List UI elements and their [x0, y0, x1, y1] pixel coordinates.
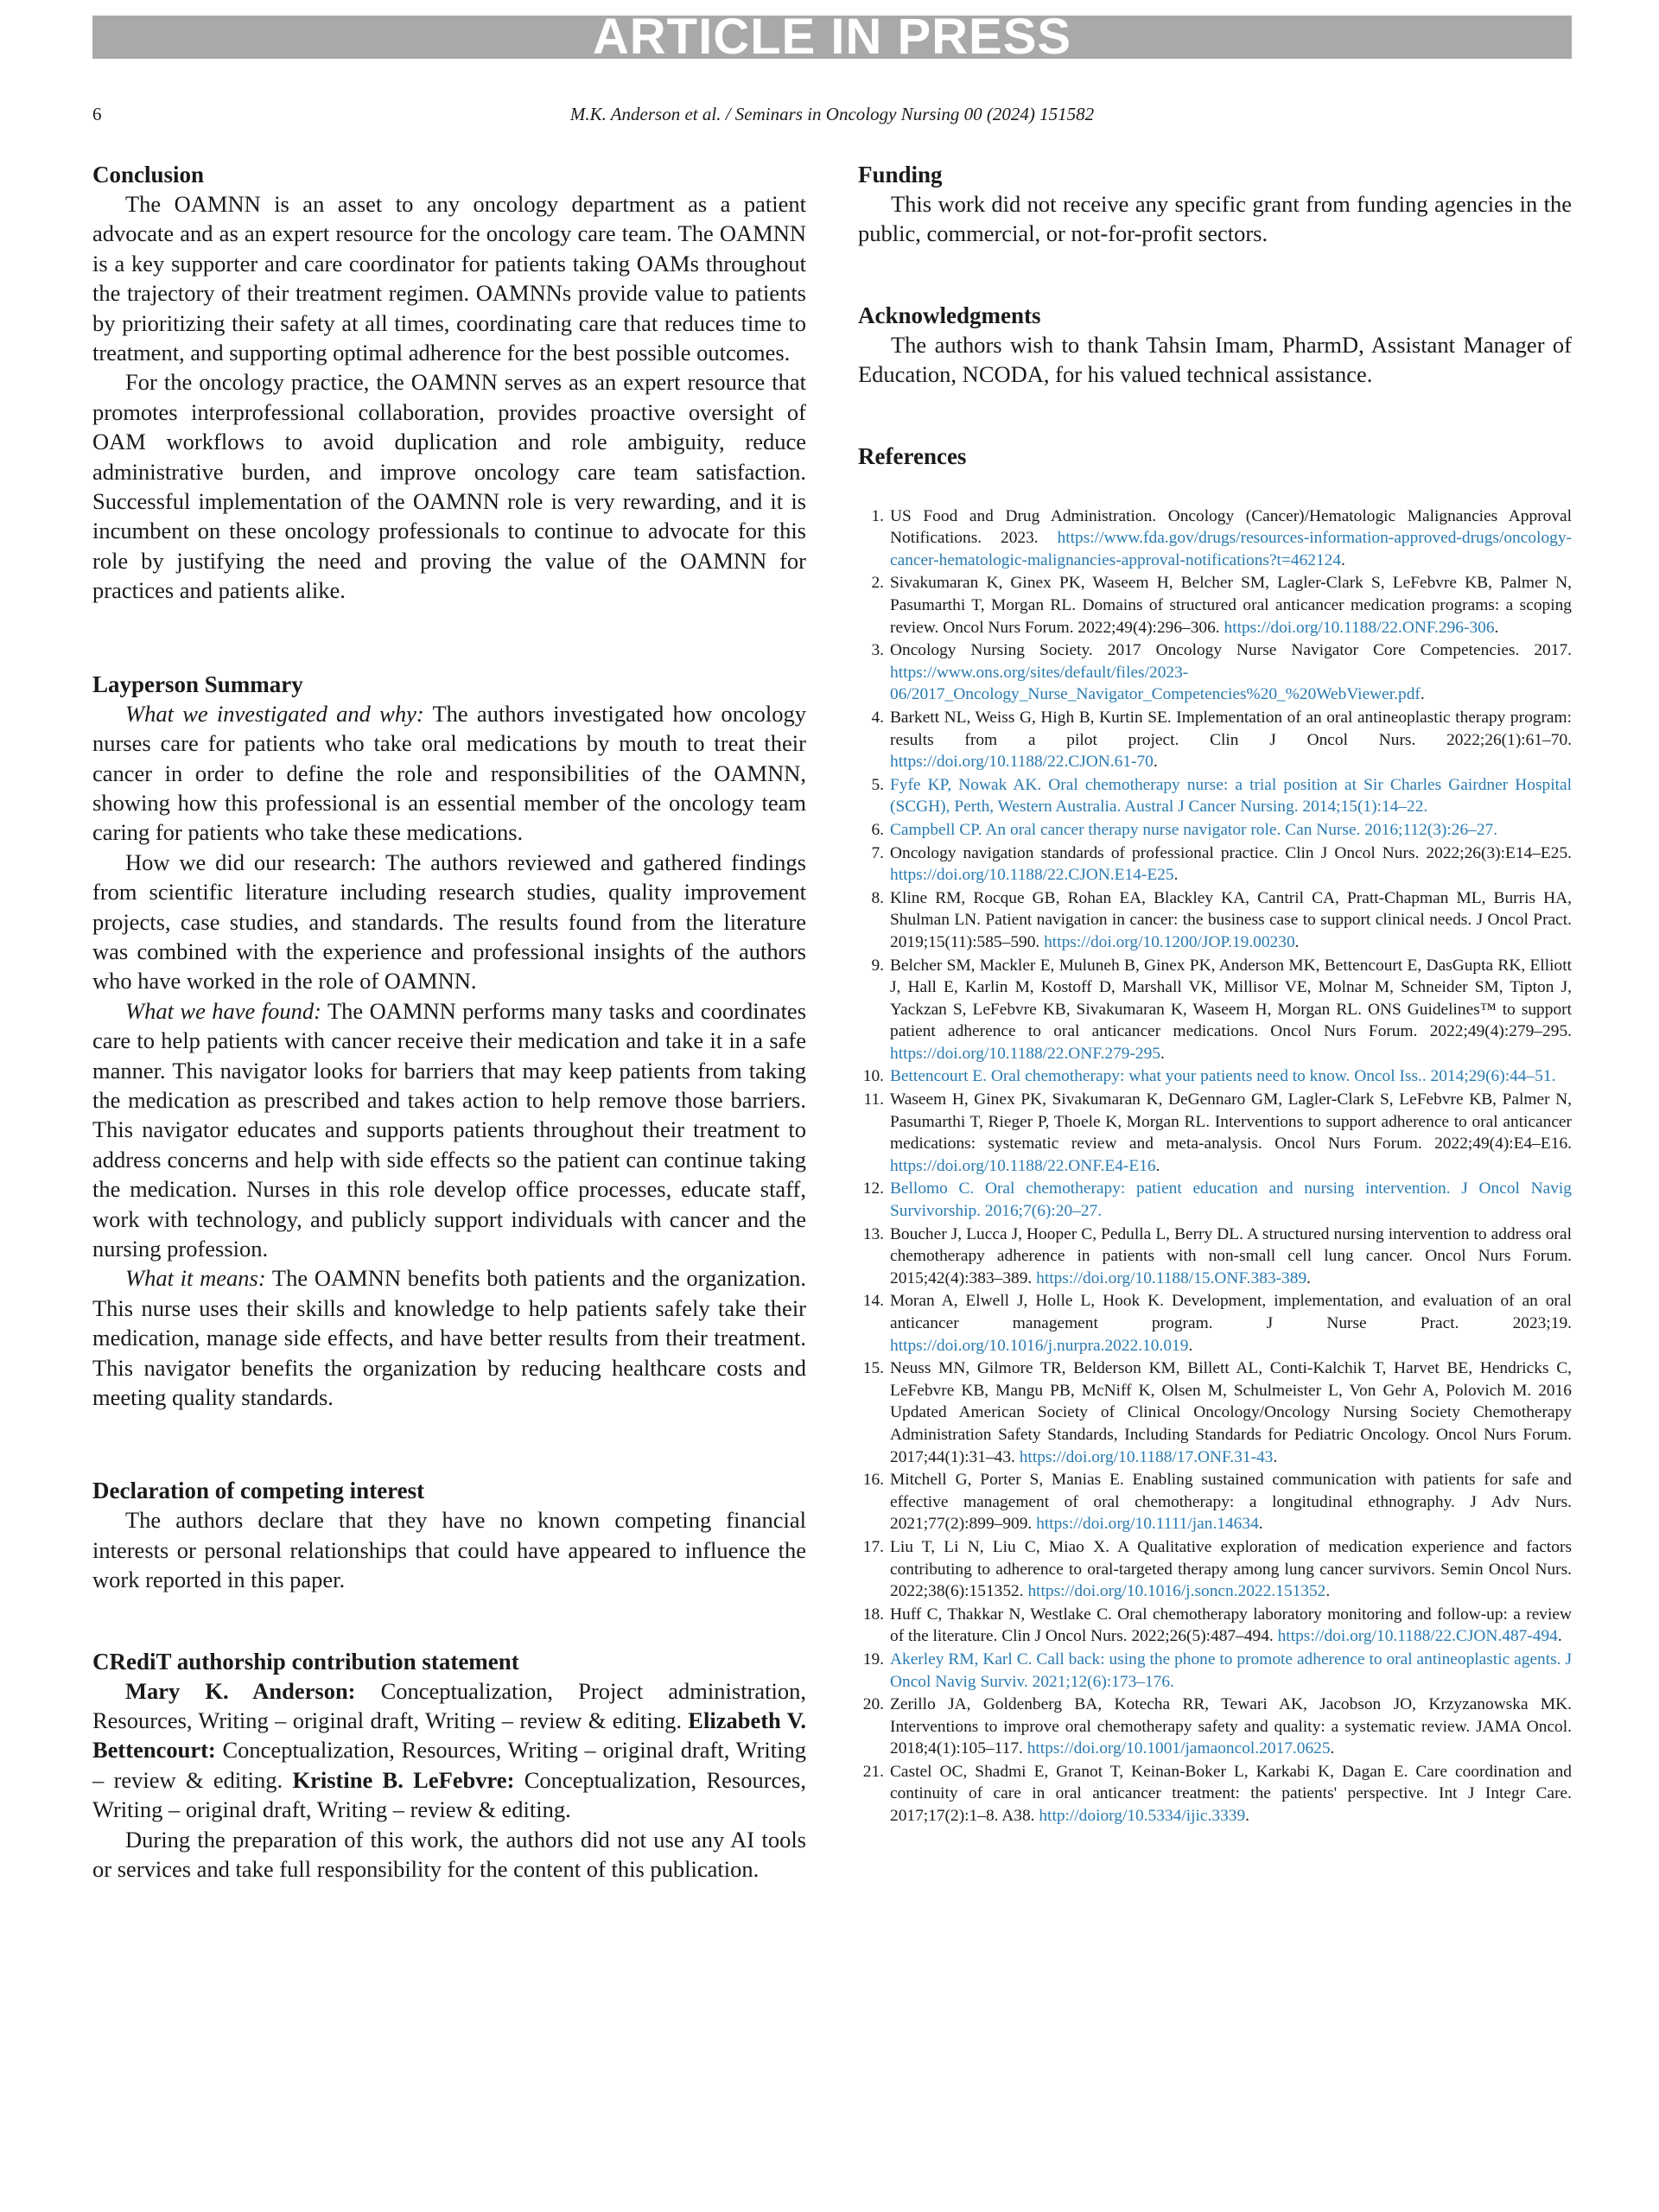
funding-paragraph: This work did not receive any specific grant from funding agencies in the public, commercial, or not-for-profit sectors. — [858, 191, 1572, 247]
reference-item — [858, 1224, 1572, 1290]
author-3-name: Kristine B. LeFebvre: — [292, 1766, 515, 1793]
reference-link[interactable]: Akerley RM, Karl C. Call back: using the phone to promote adherence to oral antineoplastic agents. J Oncol Navig Surviv. 2021;12(6):173–176. — [890, 1649, 1572, 1691]
reference-item — [858, 1178, 1572, 1222]
reference-text: Castel OC, Shadmi E, Granot T, Keinan-Boker L, Karkabi K, Dagan E. Care coordination and continuity of care in oral anticancer treatment: the patients' perspective. Int J Integr Care. 2017;17(2):1–8. A38. — [890, 1762, 1572, 1826]
reference-link[interactable]: https://doi.org/10.1200/JOP.19.00230 — [1044, 932, 1295, 951]
reference-text: Liu T, Li N, Liu C, Miao X. A Qualitative exploration of medication experience and factors contributing to adherence to oral-targeted therapy among lung cancer survivors. Semin Oncol Nurs. 2022;38(6):151352. — [890, 1537, 1572, 1601]
reference-link[interactable]: https://www.ons.org/sites/default/files/2023-06/2017_Oncology_Nurse_Navigator_Competencies%20_%20WebViewer.pdf — [890, 663, 1421, 704]
reference-text: Oncology Nursing Society. 2017 Oncology Nurse Navigator Core Competencies. 2017. — [890, 641, 1572, 660]
reference-item — [858, 707, 1572, 773]
reference-end: . — [1494, 618, 1499, 637]
reference-item — [858, 1649, 1572, 1693]
reference-text: Sivakumaran K, Ginex PK, Waseem H, Belcher SM, Lagler-Clark S, LeFebvre KB, Palmer N, Pasumarthi T, Morgan RL. Domains of structured oral anticancer medication programs: a scoping review. Oncol Nurs Forum. 2022;49(4):296–306. — [890, 574, 1572, 637]
left-column — [92, 160, 806, 1885]
reference-number: 9. — [871, 956, 884, 975]
reference-item — [858, 1604, 1572, 1648]
reference-end: . — [1273, 1447, 1278, 1466]
reference-number: 10. — [862, 1067, 884, 1086]
reference-text: US Food and Drug Administration. Oncology (Cancer)/Hematologic Malignancies Approval Notifications. 2023. — [890, 506, 1572, 548]
reference-end: . — [1245, 1807, 1250, 1826]
reference-end: . — [1160, 1044, 1165, 1063]
reference-text: Huff C, Thakkar N, Westlake C. Oral chemotherapy laboratory monitoring and follow-up: a review of the literature. Clin J Oncol Nurs. 2022;26(5):487–494. — [890, 1605, 1572, 1646]
reference-item — [858, 887, 1572, 954]
reference-item — [858, 774, 1572, 818]
reference-link[interactable]: Fyfe KP, Nowak AK. Oral chemotherapy nurse: a trial position at Sir Charles Gairdner Hospital (SCGH), Perth, Western Australia. Austral J Cancer Nursing. 2014;15(1):14–22. — [890, 775, 1572, 817]
reference-item — [858, 1694, 1572, 1760]
reference-link[interactable]: https://doi.org/10.1188/22.ONF.E4-E16 — [890, 1156, 1156, 1175]
reference-item — [858, 1290, 1572, 1357]
author-1-roles: Conceptualization, Project administration, Resources, Writing – original draft, Writing – review & editing. — [92, 1677, 807, 1734]
reference-list — [858, 505, 1572, 1827]
reference-text: Moran A, Elwell J, Holle L, Hook K. Development, implementation, and evaluation of an oral anticancer management program. J Nurse Pract. 2023;19. — [890, 1292, 1572, 1332]
reference-link[interactable]: https://doi.org/10.1188/15.ONF.383-389 — [1036, 1268, 1307, 1287]
reference-link[interactable]: https://doi.org/10.1001/jamaoncol.2017.0625 — [1027, 1739, 1331, 1758]
reference-link[interactable]: http://doiorg/10.5334/ijic.3339 — [1039, 1807, 1246, 1826]
reference-item — [858, 1357, 1572, 1468]
layperson-label-1: What we investigated and why: — [125, 700, 424, 727]
layperson-label-3: What we have found: — [125, 997, 321, 1024]
reference-number: 6. — [871, 820, 884, 839]
reference-item — [858, 1089, 1572, 1177]
reference-link[interactable]: Bettencourt E. Oral chemotherapy: what your patients need to know. Oncol Iss.. 2014;29(6):44–51. — [890, 1067, 1556, 1086]
layperson-text-4: The OAMNN benefits both patients and the organization. This nurse uses their skills and knowledge to help patients safely take their medication, manage side effects, and have better results from their treatment. This navigator benefits the organization by reducing healthcare costs and meeting quality standards. — [92, 1265, 806, 1411]
competing-interest-paragraph: The authors declare that they have no known competing financial interests or personal relationships that could have appeared to influence the work reported in this paper. — [92, 1507, 806, 1593]
reference-end: . — [1258, 1515, 1263, 1534]
conclusion-paragraph-1: The OAMNN is an asset to any oncology department as a patient advocate and as an expert resource for the oncology care team. The OAMNN is a key supporter and care coordinator for patients taking OAMs throughout the trajectory of their treatment regimen. OAMNNs provide value to patients by prioritizing their safety at all times, coordinating care that reduces time to treatment, and supporting optimal adherence for the best possible outcomes. — [92, 191, 806, 366]
reference-number: 8. — [871, 888, 884, 907]
acknowledgments-heading: Acknowledgments — [858, 302, 1041, 328]
reference-number: 5. — [871, 775, 884, 794]
reference-number: 20. — [862, 1695, 884, 1714]
reference-item — [858, 842, 1572, 887]
reference-text: Mitchell G, Porter S, Manias E. Enabling sustained communication with patients for safe and effective management of oral chemotherapy: a longitudinal ethnography. J Adv Nurs. 2021;77(2):899–909. — [890, 1471, 1572, 1534]
reference-link[interactable]: https://www.fda.gov/drugs/resources-information-approved-drugs/oncology-cancer-hematologic-malignancies-approval-notifications?t=462124 — [890, 529, 1572, 569]
reference-number: 16. — [862, 1471, 884, 1490]
reference-number: 2. — [871, 574, 884, 593]
reference-text: Belcher SM, Mackler E, Muluneh B, Ginex PK, Anderson MK, Bettencourt E, DasGupta RK, Elliott J, Hall E, Karlin M, Kostoff D, Marshall VK, Millisor VE, Molnar M, Schneider SM, Tipton J, Yackzan S, LeFebvre KB, Sivakumaran K, Waseem H, Morgan RL. ONS Guidelines™ to support patient adherence to oral anticancer medications. Oncol Nurs Forum. 2022;49(4):279–295. — [890, 956, 1572, 1041]
reference-number: 3. — [871, 641, 884, 660]
reference-end: . — [1325, 1582, 1331, 1601]
author-2-roles: Conceptualization, Resources, Writing – original draft, Writing – review & editing. — [92, 1737, 806, 1793]
reference-end: . — [1557, 1627, 1562, 1646]
funding-heading: Funding — [858, 162, 943, 188]
reference-item — [858, 639, 1572, 706]
reference-number: 19. — [862, 1649, 884, 1669]
reference-number: 15. — [862, 1359, 884, 1378]
reference-link[interactable]: https://doi.org/10.1016/j.soncn.2022.151352 — [1027, 1582, 1326, 1601]
layperson-paragraph-2: How we did our research: The authors reviewed and gathered findings from scientific literature including research studies, quality improvement projects, case studies, and standards. The results found from the literature was combined with the experience and professional insights of the authors who have worked in the role of OAMNN. — [92, 849, 806, 995]
reference-text: Waseem H, Ginex PK, Sivakumaran K, DeGennaro GM, Lagler-Clark S, LeFebvre KB, Palmer N, Pasumarthi T, Rieger P, Thoele K, Morgan RL. Interventions to support adherence to oral anticancer medications: systematic review and meta-analysis. Oncol Nurs Forum. 2022;49(4):E4–E16. — [890, 1090, 1572, 1154]
reference-text: Boucher J, Lucca J, Hooper C, Pedulla L, Berry DL. A structured nursing intervention to address oral chemotherapy adherence in patients with non-small cell lung cancer. Oncol Nurs Forum. 2015;42(4):383–389. — [890, 1224, 1572, 1287]
reference-number: 11. — [863, 1090, 884, 1109]
reference-text: Zerillo JA, Goldenberg BA, Kotecha RR, Tewari AK, Jacobson JO, Krzyzanowska MK. Interventions to improve oral chemotherapy safety and quality: a systematic review. JAMA Oncol. 2018;4(1):105–117. — [890, 1695, 1572, 1758]
reference-number: 12. — [862, 1179, 884, 1198]
conclusion-paragraph-2: For the oncology practice, the OAMNN serves as an expert resource that promotes interprofessional collaboration, provides proactive oversight of OAM workflows to avoid duplication and role ambiguity, reduce administrative burden, and improve oncology care team satisfaction. Successful implementation of the OAMNN role is very rewarding, and it is incumbent on these oncology professionals to continue to advocate for this role by justifying the need and proving the value of the OAMNN for practices and patients alike. — [92, 369, 806, 604]
reference-item — [858, 505, 1572, 572]
conclusion-heading: Conclusion — [92, 162, 205, 188]
reference-item — [858, 1761, 1572, 1827]
reference-number: 13. — [862, 1224, 884, 1243]
reference-link[interactable]: https://doi.org/10.1188/22.CJON.E14-E25 — [890, 866, 1174, 885]
reference-text: Barkett NL, Weiss G, High B, Kurtin SE. Implementation of an oral antineoplastic therapy program: results from a pilot project. Clin J Oncol Nurs. 2022;26(1):61–70. — [890, 708, 1572, 749]
reference-link[interactable]: https://doi.org/10.1188/22.ONF.296-306 — [1224, 618, 1495, 637]
reference-number: 17. — [862, 1537, 884, 1556]
reference-end: . — [1306, 1268, 1312, 1287]
reference-link[interactable]: https://doi.org/10.1188/17.ONF.31-43 — [1019, 1447, 1274, 1466]
reference-link[interactable]: https://doi.org/10.1188/22.ONF.279-295 — [890, 1044, 1161, 1063]
article-in-press-banner: ARTICLE IN PRESS — [92, 16, 1572, 59]
reference-link[interactable]: Bellomo C. Oral chemotherapy: patient education and nursing intervention. J Oncol Navig Survivorship. 2016;7(6):20–27. — [890, 1179, 1572, 1221]
reference-link[interactable]: https://doi.org/10.1016/j.nurpra.2022.10.019 — [890, 1336, 1189, 1355]
layperson-paragraph-1 — [92, 699, 806, 848]
reference-number: 14. — [862, 1292, 884, 1311]
reference-end: . — [1294, 932, 1300, 951]
reference-text: Oncology navigation standards of professional practice. Clin J Oncol Nurs. 2022;26(3):E14–E25. — [890, 843, 1572, 862]
reference-item — [858, 819, 1572, 842]
reference-link[interactable]: https://doi.org/10.1188/22.CJON.61-70 — [890, 753, 1154, 772]
competing-interest-heading: Declaration of competing interest — [92, 1478, 425, 1504]
reference-item — [858, 1536, 1572, 1603]
references-heading: References — [858, 442, 967, 469]
reference-number: 1. — [871, 506, 884, 525]
layperson-paragraph-4 — [92, 1263, 806, 1412]
reference-number: 18. — [862, 1605, 884, 1624]
reference-end: . — [1153, 753, 1158, 772]
reference-end: . — [1155, 1156, 1160, 1175]
reference-number: 4. — [871, 708, 884, 727]
author-2-name: Elizabeth V. Bettencourt: — [92, 1707, 806, 1764]
layperson-label-4: What it means: — [125, 1265, 266, 1292]
reference-link[interactable]: Campbell CP. An oral cancer therapy nurse navigator role. Can Nurse. 2016;112(3):26–27. — [890, 820, 1498, 839]
reference-end: . — [1330, 1739, 1335, 1758]
credit-contributions-paragraph — [92, 1676, 806, 1825]
reference-number: 7. — [871, 843, 884, 862]
reference-link[interactable]: https://doi.org/10.1188/22.CJON.487-494 — [1277, 1627, 1558, 1646]
reference-item — [858, 955, 1572, 1065]
author-1-name: Mary K. Anderson: — [125, 1677, 356, 1704]
reference-end: . — [1188, 1336, 1193, 1355]
page-number: 6 — [92, 104, 102, 124]
reference-end: . — [1173, 866, 1179, 885]
reference-item — [858, 572, 1572, 639]
right-column — [858, 160, 1572, 1828]
reference-end: . — [1341, 550, 1345, 569]
layperson-summary-heading: Layperson Summary — [92, 671, 303, 697]
acknowledgments-paragraph: The authors wish to thank Tahsin Imam, PharmD, Assistant Manager of Education, NCODA, for his valued technical assistance. — [858, 331, 1572, 388]
author-3-roles: Conceptualization, Resources, Writing – original draft, Writing – review & editing. — [92, 1766, 806, 1823]
layperson-text-1: The authors investigated how oncology nurses care for patients who take oral medications by mouth to treat their cancer in order to define the role and responsibilities of the OAMNN, showing how this professional is an essential member of the oncology team caring for patients who take these medications. — [92, 700, 807, 846]
journal-citation: M.K. Anderson et al. / Seminars in Oncology Nursing 00 (2024) 151582 — [569, 104, 1095, 124]
layperson-text-3: The OAMNN performs many tasks and coordinates care to help patients with cancer receive their medication and take it in a safe manner. This navigator looks for barriers that may keep patients from taking the medication as prescribed and takes action to help remove those barriers. This navigator educates and supports patients throughout their treatment to address concerns and help with side effects so the patient can continue taking the medication. Nurses in this role develop office processes, educate staff, work with technology, and publicly support individuals with cancer and the nursing profession. — [92, 997, 807, 1262]
ai-disclosure-paragraph: During the preparation of this work, the authors did not use any AI tools or services and take full responsibility for the content of this publication. — [92, 1826, 806, 1883]
reference-end: . — [1420, 685, 1425, 704]
layperson-paragraph-3 — [92, 996, 806, 1264]
reference-item — [858, 1469, 1572, 1535]
reference-text: Kline RM, Rocque GB, Rohan EA, Blackley KA, Cantril CA, Pratt-Chapman ML, Burris HA, Shulman LN. Patient navigation in cancer: the business case to support clinical needs. J Oncol Pract. 2019;15(11):585–590. — [890, 888, 1572, 951]
reference-link[interactable]: https://doi.org/10.1111/jan.14634 — [1036, 1515, 1259, 1534]
reference-text: Neuss MN, Gilmore TR, Belderson KM, Billett AL, Conti-Kalchik T, Harvet BE, Hendricks C, LeFebvre KB, Mangu PB, McNiff K, Olsen M, Schulmeister L, Von Gehr A, Polovich M. 2016 Updated American Society of Clinical Oncology/Oncology Nursing Society Chemotherapy Administration Safety Standards, Including Standards for Pediatric Oncology. Oncol Nurs Forum. 2017;44(1):31–43. — [890, 1359, 1572, 1466]
credit-statement-heading: CRediT authorship contribution statement — [92, 1648, 519, 1675]
running-head — [92, 104, 1572, 130]
reference-item — [858, 1065, 1572, 1088]
reference-number: 21. — [862, 1762, 884, 1781]
